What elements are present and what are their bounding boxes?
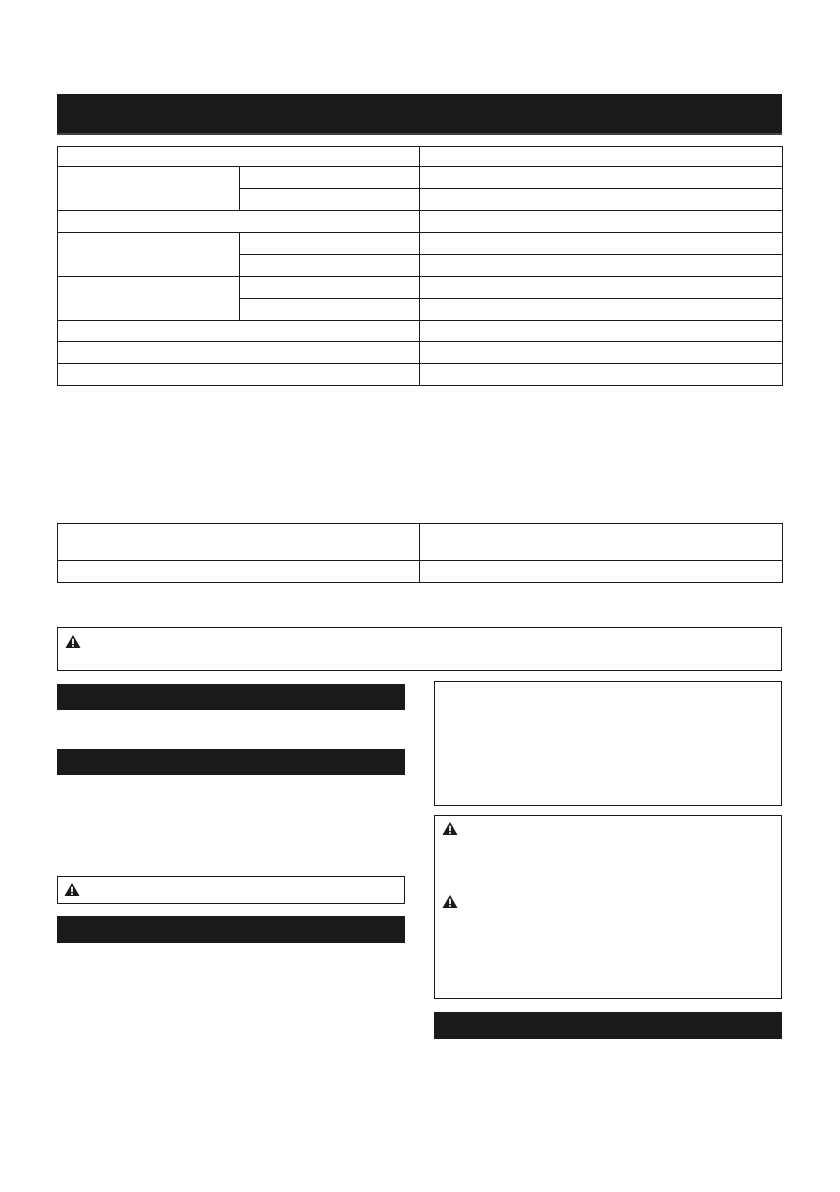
warning-line-box: [57, 876, 405, 904]
table-cell: [240, 277, 420, 299]
table-cell: [420, 211, 783, 233]
table-cell: [420, 189, 783, 211]
table-cell: [420, 299, 783, 321]
table-row: [58, 342, 783, 364]
specification-table: [57, 146, 783, 386]
table-row: [58, 167, 783, 189]
table-cell: [240, 189, 420, 211]
table-row: [58, 233, 783, 255]
warning-triangle-icon: [64, 882, 80, 897]
table-cell: [420, 561, 783, 583]
table-cell: [240, 167, 420, 189]
table-row: [58, 211, 783, 233]
secondary-table: [57, 523, 783, 583]
table-row: [58, 561, 783, 583]
table-cell: [58, 211, 420, 233]
table-cell: [420, 167, 783, 189]
table-row: [58, 321, 783, 342]
table-cell: [420, 277, 783, 299]
table-cell: [420, 364, 783, 386]
section-heading-bar: [57, 916, 405, 943]
table-cell: [58, 147, 420, 167]
table-cell: [420, 233, 783, 255]
table-cell: [420, 147, 783, 167]
table-cell: [420, 255, 783, 277]
warning-box: [434, 815, 782, 999]
section-heading-bar: [434, 1012, 782, 1039]
table-cell: [58, 167, 240, 211]
table-cell: [58, 342, 420, 364]
table-cell: [240, 299, 420, 321]
warning-triangle-icon: [442, 821, 458, 836]
table-cell: [240, 255, 420, 277]
warning-triangle-icon: [65, 634, 81, 649]
warning-triangle-icon: [442, 894, 458, 909]
table-cell: [58, 277, 240, 321]
table-cell: [420, 524, 783, 561]
warning-banner: [57, 627, 782, 671]
table-cell: [58, 364, 420, 386]
table-cell: [58, 524, 420, 561]
table-cell: [58, 561, 420, 583]
table-cell: [420, 342, 783, 364]
title-bar: [57, 94, 782, 135]
table-cell: [240, 233, 420, 255]
table-row: [58, 364, 783, 386]
table-row: [58, 277, 783, 299]
section-heading-bar: [57, 749, 405, 775]
section-heading-bar: [57, 684, 405, 710]
info-box: [434, 681, 782, 806]
table-row: [58, 524, 783, 561]
table-cell: [58, 321, 420, 342]
table-cell: [58, 233, 240, 277]
table-row: [58, 147, 783, 167]
table-cell: [420, 321, 783, 342]
